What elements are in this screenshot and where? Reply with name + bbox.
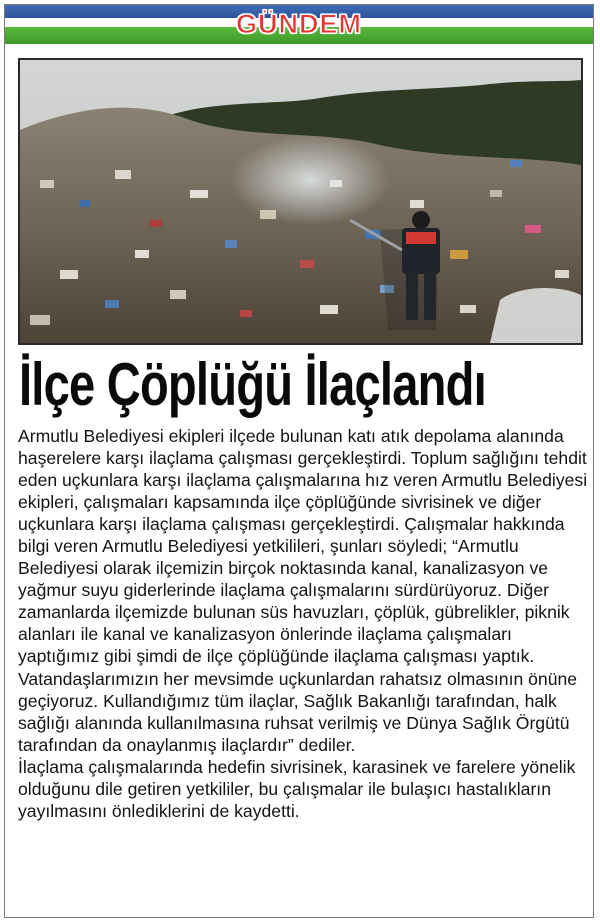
article-paragraph-1: Armutlu Belediyesi ekipleri ilçede bulunan katı atık depolama alanında haşerelere karşı ilaçlama çalışması gerçekleştirdi. Toplum sağlığını tehdit eden uçkunlara karşı ilaçlama çalışmalarına hız veren Armutlu Belediyesi ekipleri, çalışmaları kapsamında ilçe çöplüğünde sivrisinek ve diğer uçkunlara karşı ilaçlama çalışması gerçekleştirdi. Çalışmalar hakkında bilgi veren Armutlu Belediyesi yetkilileri, şunları söyledi; “Armutlu Belediyesi olarak ilçemizin birçok noktasında kanal, kanalizasyon ve yağmur suyu giderlerinde ilaçlama çalışmalarını sürdürüyoruz. Diğer zamanlarda ilçemizde bulunan süs havuzları, çöplük, gübrelikler, piknik alanları ile kanal ve kanalizasyon önlerinde ilaçlama çalışmaları yaptığımız gibi şimdi de ilçe çöplüğünde ilaçlama çalışması yaptık. Vatandaşlarımızın her mevsimde uçkunlardan rahatsız olmasının önüne geçiyoruz. Kullandığımız tüm ilaçlar, Sağlık Bakanlığı tarafından, halk sağlığı alanında kullanılmasına ruhsat verilmiş ve Dünya Sağlık Örgütü tarafından da onaylanmış ilaçlardır” dediler. — [18, 426, 588, 755]
article-paragraph-2: İlaçlama çalışmalarında hedefin sivrisinek, karasinek ve farelere yönelik olduğunu dile getiren yetkililer, bu çalışmalar ile bulaşıcı hastalıkların yayılmasını önlediklerini de kaydetti. — [18, 756, 576, 821]
article-photo — [18, 58, 583, 345]
spray-mist — [230, 135, 390, 225]
garbage-dump-illustration — [20, 60, 581, 343]
article-headline: İlçe Çöplüğü İlaçlandı — [19, 351, 486, 418]
article-body — [18, 425, 594, 822]
section-banner — [5, 5, 593, 45]
newspaper-clipping — [4, 4, 594, 918]
section-label: GÜNDEM — [236, 9, 362, 39]
